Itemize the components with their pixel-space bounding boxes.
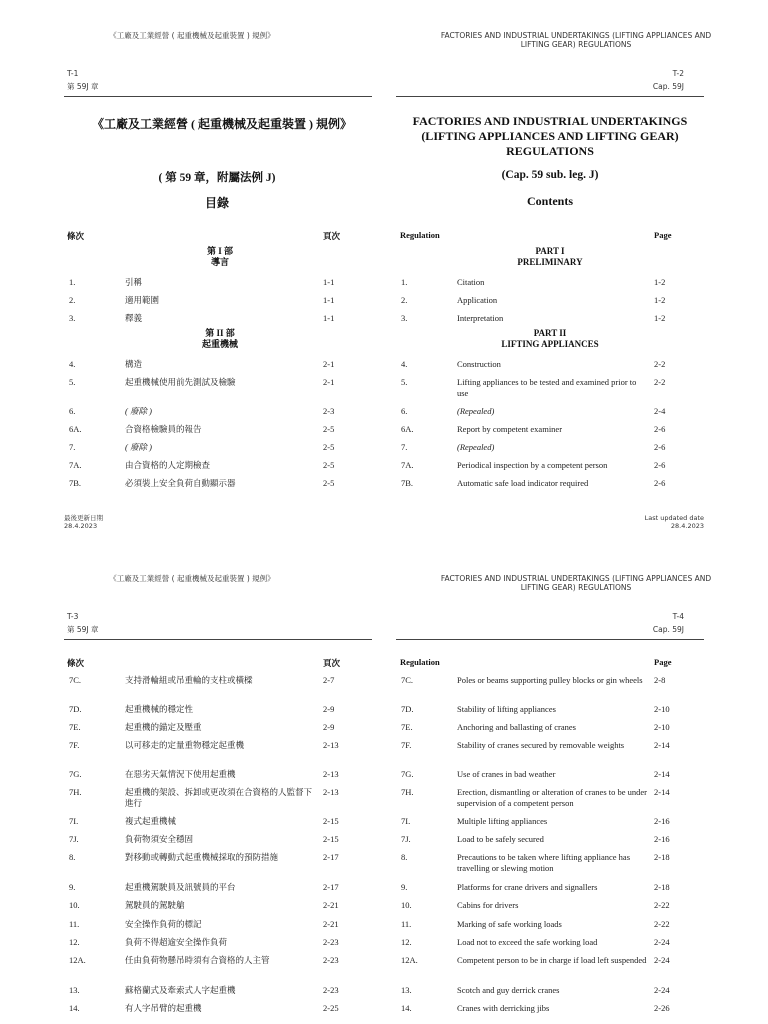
part-number: 第 I 部 bbox=[206, 246, 233, 256]
toc-page: 2-15 bbox=[323, 816, 339, 826]
part-heading bbox=[484, 328, 616, 350]
page-subtitle: ( 第 59 章，附屬法例 J) bbox=[158, 172, 276, 184]
toc-number: 5. bbox=[401, 377, 408, 387]
column-header-regulation: Regulation bbox=[400, 230, 440, 240]
toc-number: 7A. bbox=[401, 460, 414, 470]
toc-number: 12. bbox=[401, 937, 412, 947]
chapter-number: 第 59J 章 bbox=[67, 625, 99, 634]
toc-page: 1-2 bbox=[654, 277, 666, 287]
toc-number: 1. bbox=[401, 277, 408, 287]
toc-title: Multiple lifting appliances bbox=[457, 816, 548, 826]
toc-title: Scotch and guy derrick cranes bbox=[457, 985, 560, 995]
running-header-line: LIFTING GEAR) REGULATIONS bbox=[520, 583, 632, 592]
toc-title: 構造 bbox=[125, 359, 143, 369]
header-rule bbox=[64, 639, 372, 640]
toc-title: Platforms for crane drivers and signallers bbox=[457, 882, 598, 892]
part-number: PART I bbox=[535, 246, 565, 256]
toc-number: 12A. bbox=[69, 955, 86, 965]
toc-number: 6. bbox=[401, 406, 408, 416]
footer-updated-label: Last updated date bbox=[644, 514, 704, 522]
column-header-regulation: 條次 bbox=[67, 231, 85, 241]
page-number: T-4 bbox=[672, 612, 684, 621]
part-title: PRELIMINARY bbox=[517, 257, 583, 267]
toc-title: 安全操作負荷的標記 bbox=[125, 919, 202, 929]
toc-title: 負荷不得超逾安全操作負荷 bbox=[125, 937, 228, 947]
toc-page: 2-6 bbox=[654, 460, 666, 470]
toc-number: 7C. bbox=[401, 675, 414, 685]
part-heading bbox=[484, 246, 616, 268]
toc-title: 任由負荷物懸吊時須有合資格的人主管 bbox=[125, 955, 270, 965]
footer-updated-label: 最後更新日期 bbox=[64, 514, 103, 522]
column-header-page: 頁次 bbox=[323, 231, 341, 241]
toc-number: 7F. bbox=[69, 740, 80, 750]
toc-title: 支持滑輪組或吊重輪的支柱或橫樑 bbox=[125, 675, 253, 685]
page-title: 《工廠及工業經營 ( 起重機械及起重裝置 ) 規例》 bbox=[92, 117, 352, 131]
toc-number: 9. bbox=[401, 882, 408, 892]
toc-page: 2-16 bbox=[654, 834, 670, 844]
toc-page: 2-9 bbox=[323, 704, 335, 714]
column-header-page: Page bbox=[654, 657, 672, 667]
toc-number: 9. bbox=[69, 882, 76, 892]
title-line: FACTORIES AND INDUSTRIAL UNDERTAKINGS bbox=[412, 114, 688, 128]
toc-page: 2-16 bbox=[654, 816, 670, 826]
toc-page: 2-23 bbox=[323, 937, 339, 947]
toc-number: 5. bbox=[69, 377, 76, 387]
toc-number: 6. bbox=[69, 406, 76, 416]
footer-updated-date: 28.4.2023 bbox=[64, 522, 98, 530]
toc-title: 起重機械的穩定性 bbox=[125, 704, 194, 714]
toc-number: 4. bbox=[401, 359, 408, 369]
toc-page: 2-26 bbox=[654, 1003, 670, 1013]
toc-title: Poles or beams supporting pulley blocks or gin wheels bbox=[457, 675, 643, 685]
toc-number: 12A. bbox=[401, 955, 418, 965]
toc-page: 1-2 bbox=[654, 295, 666, 305]
toc-number: 7E. bbox=[69, 722, 81, 732]
toc-number: 12. bbox=[69, 937, 80, 947]
toc-number: 4. bbox=[69, 359, 76, 369]
toc-page: 2-21 bbox=[323, 900, 339, 910]
toc-title: Construction bbox=[457, 359, 501, 369]
part-title: 起重機械 bbox=[201, 339, 238, 349]
toc-title: 起重機駕駛員及訊號員的平台 bbox=[125, 882, 236, 892]
toc-page: 2-5 bbox=[323, 478, 335, 488]
toc-number: 7D. bbox=[69, 704, 82, 714]
page-t2 bbox=[384, 0, 768, 540]
toc-page: 2-24 bbox=[654, 955, 670, 965]
chapter-number: Cap. 59J bbox=[652, 82, 684, 91]
toc-number: 14. bbox=[69, 1003, 80, 1013]
toc-title: Use of cranes in bad weather bbox=[457, 769, 556, 779]
toc-title: 複式起重機械 bbox=[125, 816, 177, 826]
toc-page: 2-6 bbox=[654, 424, 666, 434]
page-number: T-1 bbox=[67, 69, 79, 78]
toc-page: 2-17 bbox=[323, 852, 339, 862]
toc-title: Anchoring and ballasting of cranes bbox=[457, 722, 576, 732]
chapter-number: Cap. 59J bbox=[652, 625, 684, 634]
toc-title: 由合資格的人定期檢查 bbox=[125, 460, 211, 470]
toc-page: 2-4 bbox=[654, 406, 666, 416]
page-number: T-2 bbox=[672, 69, 684, 78]
toc-page: 2-24 bbox=[654, 985, 670, 995]
toc-page: 2-7 bbox=[323, 675, 335, 685]
toc-title: Cranes with derricking jibs bbox=[457, 1003, 550, 1013]
part-heading bbox=[170, 246, 270, 268]
page-title bbox=[384, 114, 716, 159]
toc-title: 起重機的架設、拆卸或更改須在合資格的人監督下進行 bbox=[125, 787, 313, 808]
toc-title: 適用範圍 bbox=[125, 295, 160, 305]
contents-heading: Contents bbox=[526, 194, 573, 208]
toc-number: 7J. bbox=[69, 834, 79, 844]
running-header: 《工廠及工業經營 ( 起重機械及起重裝置 ) 規例》 bbox=[109, 31, 275, 40]
running-header bbox=[384, 574, 768, 592]
toc-page: 2-3 bbox=[323, 406, 335, 416]
part-title: 導言 bbox=[210, 257, 229, 267]
toc-page: 2-5 bbox=[323, 442, 335, 452]
contents-heading: 目錄 bbox=[204, 196, 229, 210]
toc-page: 2-13 bbox=[323, 740, 339, 750]
part-number: PART II bbox=[533, 328, 567, 338]
toc-page: 2-21 bbox=[323, 919, 339, 929]
part-number: 第 II 部 bbox=[205, 328, 235, 338]
title-line: REGULATIONS bbox=[506, 144, 594, 158]
running-header-line: FACTORIES AND INDUSTRIAL UNDERTAKINGS (LIFTING APPLIANCES AND bbox=[440, 574, 712, 583]
toc-page: 2-13 bbox=[323, 787, 339, 797]
header-rule bbox=[396, 96, 704, 97]
toc-page: 2-1 bbox=[323, 377, 335, 387]
toc-number: 7H. bbox=[401, 787, 414, 797]
toc-number: 7. bbox=[69, 442, 76, 452]
page-t3 bbox=[0, 540, 384, 1024]
toc-title: Stability of lifting appliances bbox=[457, 704, 556, 714]
toc-number: 8. bbox=[401, 852, 408, 862]
toc-number: 6A. bbox=[401, 424, 414, 434]
toc-number: 13. bbox=[401, 985, 412, 995]
page-t4 bbox=[384, 540, 768, 1024]
column-header-page: 頁次 bbox=[323, 658, 341, 668]
toc-number: 7B. bbox=[401, 478, 414, 488]
toc-number: 10. bbox=[401, 900, 412, 910]
toc-page: 2-9 bbox=[323, 722, 335, 732]
toc-title: Lifting appliances to be tested and examined prior to use bbox=[457, 377, 637, 398]
toc-page: 2-15 bbox=[323, 834, 339, 844]
column-header-page: Page bbox=[654, 230, 672, 240]
toc-title: Stability of cranes secured by removable weights bbox=[457, 740, 625, 750]
toc-number: 6A. bbox=[69, 424, 82, 434]
toc-page: 2-6 bbox=[654, 442, 666, 452]
header-rule bbox=[64, 96, 372, 97]
toc-number: 2. bbox=[401, 295, 408, 305]
toc-title: Load to be safely secured bbox=[457, 834, 544, 844]
title-line: (LIFTING APPLIANCES AND LIFTING GEAR) bbox=[421, 129, 679, 143]
toc-number: 7. bbox=[401, 442, 408, 452]
toc-number: 7G. bbox=[401, 769, 414, 779]
toc-page: 1-1 bbox=[323, 277, 335, 287]
toc-page: 2-18 bbox=[654, 882, 670, 892]
toc-number: 7G. bbox=[69, 769, 82, 779]
toc-title: Marking of safe working loads bbox=[457, 919, 562, 929]
toc-title: Cabins for drivers bbox=[457, 900, 519, 910]
toc-title: 合資格檢驗員的報告 bbox=[125, 424, 202, 434]
page-subtitle: (Cap. 59 sub. leg. J) bbox=[501, 169, 599, 181]
toc-page: 2-22 bbox=[654, 900, 670, 910]
toc-page: 2-13 bbox=[323, 769, 339, 779]
toc-page: 2-18 bbox=[654, 852, 670, 862]
toc-title: Citation bbox=[457, 277, 485, 287]
running-header-line: FACTORIES AND INDUSTRIAL UNDERTAKINGS (LIFTING APPLIANCES AND bbox=[440, 31, 712, 40]
toc-title: 對移動或轉動式起重機械採取的預防措施 bbox=[125, 852, 279, 862]
toc-number: 7A. bbox=[69, 460, 82, 470]
toc-page: 2-25 bbox=[323, 1003, 339, 1013]
toc-page: 2-8 bbox=[654, 675, 666, 685]
toc-number: 3. bbox=[401, 313, 408, 323]
toc-page: 2-22 bbox=[654, 919, 670, 929]
part-title: LIFTING APPLIANCES bbox=[501, 339, 599, 349]
toc-page: 2-14 bbox=[654, 787, 670, 797]
toc-title: 有人字吊臂的起重機 bbox=[125, 1003, 202, 1013]
toc-number: 11. bbox=[69, 919, 80, 929]
toc-title: Automatic safe load indicator required bbox=[457, 478, 589, 488]
running-header bbox=[384, 31, 768, 49]
toc-number: 7B. bbox=[69, 478, 82, 488]
toc-number: 7C. bbox=[69, 675, 82, 685]
toc-title: 釋義 bbox=[125, 313, 143, 323]
page-number: T-3 bbox=[67, 612, 79, 621]
column-header-regulation: 條次 bbox=[67, 658, 85, 668]
toc-number: 10. bbox=[69, 900, 80, 910]
toc-number: 7H. bbox=[69, 787, 82, 797]
toc-page: 2-10 bbox=[654, 722, 670, 732]
toc-page: 2-17 bbox=[323, 882, 339, 892]
toc-page: 2-1 bbox=[323, 359, 335, 369]
running-header-line: LIFTING GEAR) REGULATIONS bbox=[520, 40, 632, 49]
toc-page: 2-5 bbox=[323, 424, 335, 434]
toc-title: 起重機的錨定及壓重 bbox=[125, 722, 202, 732]
toc-title: (Repealed) bbox=[457, 406, 495, 416]
toc-title: 在惡劣天氣情況下使用起重機 bbox=[125, 769, 236, 779]
part-heading bbox=[170, 328, 270, 350]
toc-title: 蘇格蘭式及牽索式人字起重機 bbox=[125, 985, 236, 995]
footer-updated-date: 28.4.2023 bbox=[670, 522, 704, 530]
header-rule bbox=[396, 639, 704, 640]
toc-number: 14. bbox=[401, 1003, 412, 1013]
toc-title: 以可移走的定量重物穩定起重機 bbox=[125, 740, 245, 750]
chapter-number: 第 59J 章 bbox=[67, 82, 99, 91]
page-t1 bbox=[0, 0, 384, 540]
toc-title: 必須裝上安全負荷自動顯示器 bbox=[125, 478, 236, 488]
toc-number: 13. bbox=[69, 985, 80, 995]
toc-title: Competent person to be in charge if load left suspended bbox=[457, 955, 647, 965]
toc-title: Erection, dismantling or alteration of cranes to be under supervision of a competent person bbox=[457, 787, 648, 808]
toc-page: 2-14 bbox=[654, 769, 670, 779]
toc-title: Interpretation bbox=[457, 313, 504, 323]
toc-title: Load not to exceed the safe working load bbox=[457, 937, 598, 947]
toc-page: 1-2 bbox=[654, 313, 666, 323]
toc-title: Report by competent examiner bbox=[457, 424, 563, 434]
toc-number: 7E. bbox=[401, 722, 413, 732]
toc-page: 2-5 bbox=[323, 460, 335, 470]
toc-page: 2-10 bbox=[654, 704, 670, 714]
toc-page: 2-14 bbox=[654, 740, 670, 750]
toc-title: Precautions to be taken where lifting appliance has travelling or slewing motion bbox=[457, 852, 631, 873]
toc-number: 8. bbox=[69, 852, 76, 862]
toc-title: 引稱 bbox=[125, 277, 143, 287]
toc-title: Periodical inspection by a competent person bbox=[457, 460, 608, 470]
toc-page: 2-23 bbox=[323, 985, 339, 995]
toc-number: 7D. bbox=[401, 704, 414, 714]
toc-page: 2-2 bbox=[654, 377, 666, 387]
running-header: 《工廠及工業經營 ( 起重機械及起重裝置 ) 規例》 bbox=[109, 574, 275, 583]
toc-title: 起重機械使用前先測試及檢驗 bbox=[125, 377, 236, 387]
column-header-regulation: Regulation bbox=[400, 657, 440, 667]
toc-page: 2-2 bbox=[654, 359, 666, 369]
toc-title: 駕駛員的駕駛艙 bbox=[125, 900, 185, 910]
toc-page: 2-23 bbox=[323, 955, 339, 965]
toc-title: ( 廢除 ) bbox=[125, 406, 152, 416]
toc-number: 7I. bbox=[69, 816, 79, 826]
toc-page: 1-1 bbox=[323, 295, 335, 305]
toc-page: 1-1 bbox=[323, 313, 335, 323]
toc-number: 11. bbox=[401, 919, 412, 929]
toc-page: 2-24 bbox=[654, 937, 670, 947]
toc-title: Application bbox=[457, 295, 498, 305]
toc-number: 7F. bbox=[401, 740, 412, 750]
toc-number: 3. bbox=[69, 313, 76, 323]
toc-number: 1. bbox=[69, 277, 76, 287]
toc-title: ( 廢除 ) bbox=[125, 442, 152, 452]
toc-number: 7J. bbox=[401, 834, 411, 844]
toc-page: 2-6 bbox=[654, 478, 666, 488]
toc-number: 2. bbox=[69, 295, 76, 305]
toc-title: 負荷物須安全穩固 bbox=[125, 834, 194, 844]
toc-title: (Repealed) bbox=[457, 442, 495, 452]
toc-number: 7I. bbox=[401, 816, 411, 826]
